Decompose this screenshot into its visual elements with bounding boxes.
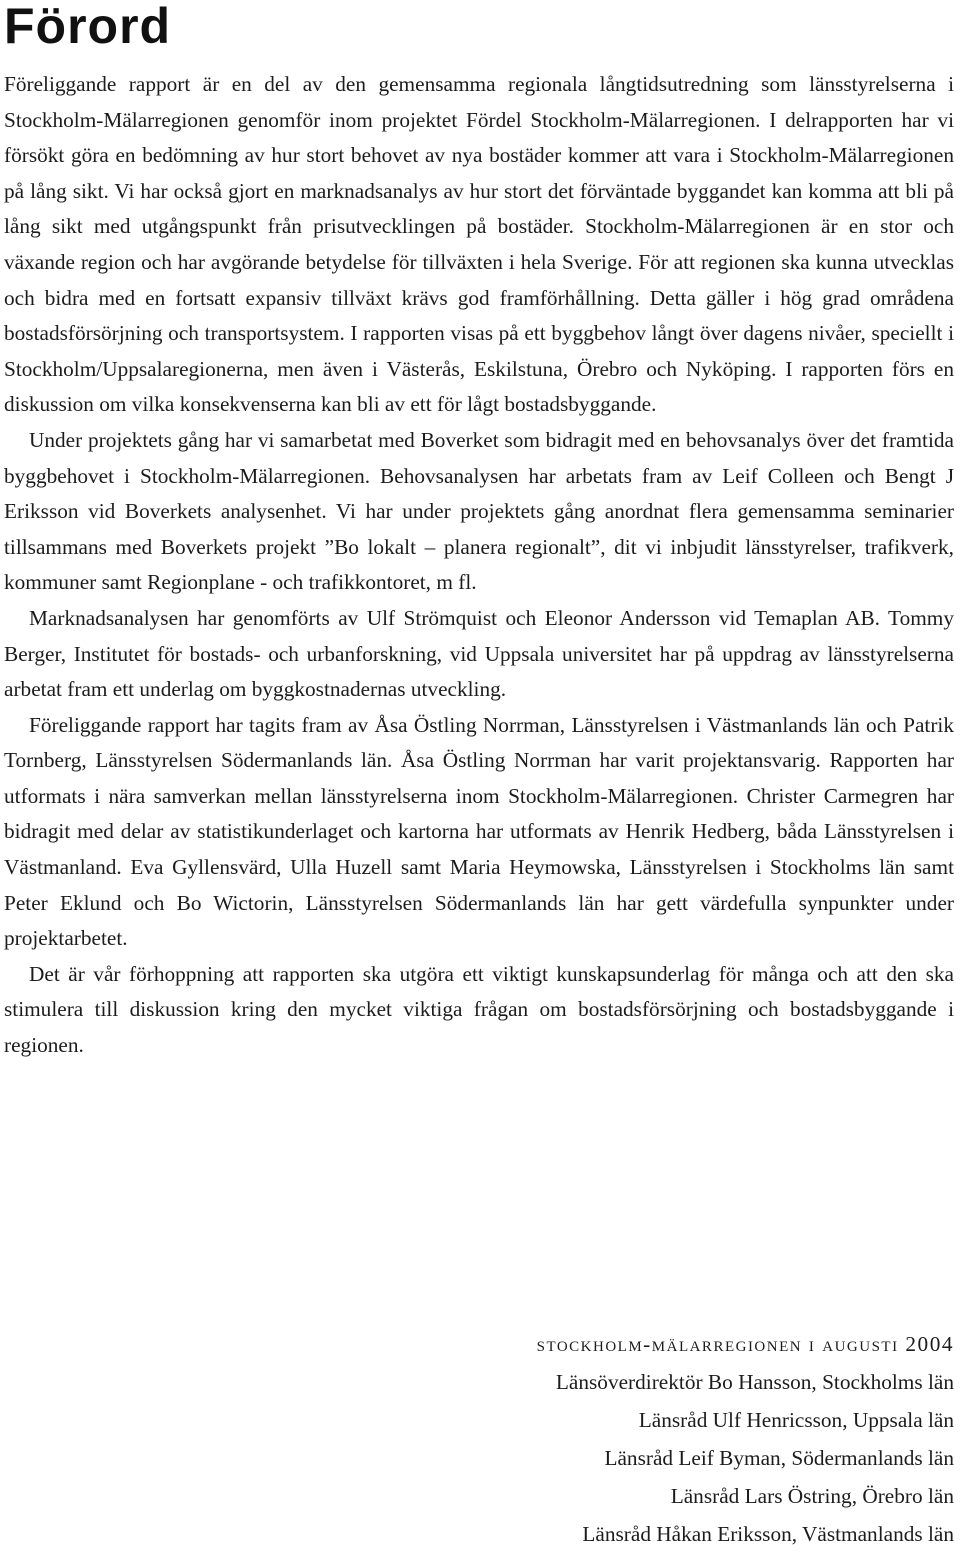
- signatory: Länsråd Ulf Henricsson, Uppsala län: [638, 1408, 954, 1432]
- signatory: Länsöverdirektör Bo Hansson, Stockholms län: [555, 1370, 954, 1394]
- page-title: Förord: [4, 0, 172, 54]
- signatory: Länsråd Håkan Eriksson, Västmanlands län: [582, 1522, 954, 1546]
- paragraph: Under projektets gång har vi samarbetat med Boverket som bidragit med en behovsanalys över det framtida byggbehovet i Stockholm-Mälarregionen. Behovsanalysen har arbetats fram av Leif Colleen och Bengt J Eriksson vid Boverkets analysenhet. Vi har under projektets gång anordnat flera gemensamma seminarier tillsammans med Boverkets projekt ”Bo lokalt – planera regionalt”, dit vi inbjudit länsstyrelser, trafikverk, kommuner samt Regionplane - och trafikkontoret, m fl.: [4, 427, 954, 595]
- signatory: Länsråd Leif Byman, Södermanlands län: [604, 1446, 954, 1470]
- place-date: stockholm-mälarregionen i augusti 2004: [536, 1332, 954, 1356]
- paragraph: Föreliggande rapport är en del av den gemensamma regionala långtidsutredning som länsstyrelserna i Stockholm-Mälarregionen genomför inom projektet Fördel Stockholm-Mälarregionen. I delrapporten har vi försökt göra en bedömning av hur stort behovet av nya bostäder kommer att vara i Stockholm-Mälarregionen på lång sikt. Vi har också gjort en marknadsanalys av hur stort det förväntade byggandet kan komma att bli på lång sikt med utgångspunkt från prisutvecklingen på bostäder. Stockholm-Mälarregionen är en stor och växande region och har avgörande betydelse för tillväxten i hela Sverige. För att regionen ska kunna utvecklas och bidra med en fortsatt expansiv tillväxt krävs god framförhållning. Detta gäller i hög grad områdena bostadsförsörjning och transportsystem. I rapporten visas på ett byggbehov långt över dagens nivåer, speciellt i Stockholm/Uppsalaregionerna, men även i Västerås, Eskilstuna, Örebro och Nyköping. I rapporten förs en diskussion om vilka konsekvenserna kan bli av ett för lågt bostadsbyggande.: [4, 72, 954, 417]
- signature-block: [537, 1325, 954, 1553]
- paragraph: Föreliggande rapport har tagits fram av Åsa Östling Norrman, Länsstyrelsen i Västmanlands län och Patrik Tornberg, Länsstyrelsen Södermanlands län. Åsa Östling Norrman har varit projektansvarig. Rapporten har utformats i nära samverkan mellan länsstyrelserna inom Stockholm-Mälarregionen. Christer Carmegren har bidragit med delar av statistikunderlaget och kartorna har utformats av Henrik Hedberg, båda Länsstyrelsen i Västmanland. Eva Gyllensvärd, Ulla Huzell samt Maria Heymowska, Länsstyrelsen i Stockholms län samt Peter Eklund och Bo Wictorin, Länsstyrelsen Södermanlands län har gett värdefulla synpunkter under projektarbetet.: [4, 712, 954, 951]
- paragraph: Det är vår förhoppning att rapporten ska utgöra ett viktigt kunskapsunderlag för många och att den ska stimulera till diskussion kring den mycket viktiga frågan om bostadsförsörjning och bostadsbyggande i regionen.: [4, 961, 954, 1058]
- signatory: Länsråd Lars Östring, Örebro län: [670, 1484, 954, 1508]
- paragraph: Marknadsanalysen har genomförts av Ulf Strömquist och Eleonor Andersson vid Temaplan AB. Tommy Berger, Institutet för bostads- och urbanforskning, vid Uppsala universitet har på uppdrag av länsstyrelserna arbetat fram ett underlag om byggkostnadernas utveckling.: [4, 605, 954, 702]
- foreword-body: [4, 67, 954, 1064]
